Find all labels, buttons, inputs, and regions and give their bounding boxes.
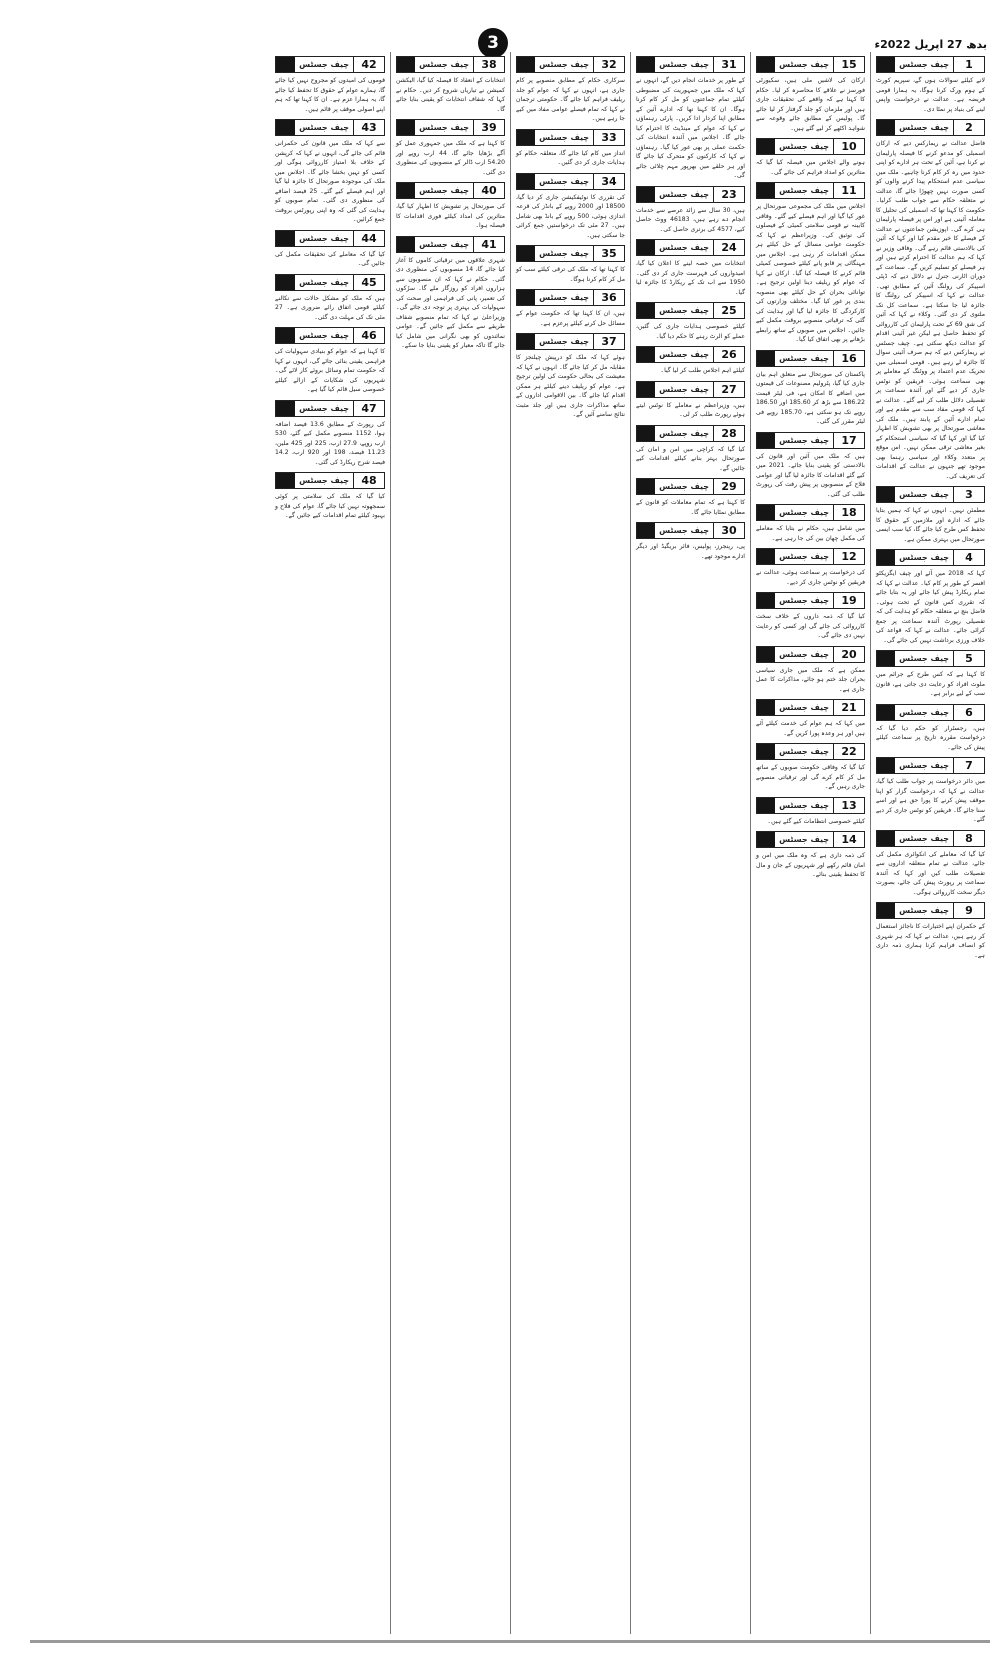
black-bar	[637, 187, 655, 202]
item-label: چیف جسٹس	[899, 833, 949, 843]
item-label: چیف جسٹس	[419, 123, 469, 132]
black-bar	[877, 57, 895, 72]
item-label: چیف جسٹس	[299, 123, 349, 132]
item-header	[756, 699, 865, 716]
item-label: چیف جسٹس	[659, 482, 709, 491]
item-text: کیا گیا کہ ملک کی سلامتی پر کوئی سمجھوتہ نہیں کیا جائے گا، عوام کی فلاح و بہبود کیلئے تمام اقدامات کیے جائیں گے۔	[275, 493, 385, 519]
item-header	[876, 704, 985, 721]
item-label: چیف جسٹس	[419, 239, 469, 249]
item-number: 42	[353, 57, 384, 72]
item-label: چیف جسٹس	[539, 132, 589, 142]
news-item	[275, 56, 385, 114]
item-label: چیف جسٹس	[899, 761, 949, 770]
item-label: چیف جسٹس	[659, 60, 709, 69]
item-number: 36	[593, 290, 624, 305]
item-label: چیف جسٹس	[299, 403, 349, 413]
item-number: 10	[833, 139, 864, 154]
page-header	[0, 0, 997, 53]
item-text: ہیں، وزیراعظم نے معاملے کا نوٹس لیتے ہوئے رپورٹ طلب کر لی۔	[636, 401, 745, 418]
black-bar	[397, 183, 415, 198]
black-bar	[877, 758, 895, 773]
news-item	[756, 743, 865, 792]
news-item	[756, 699, 865, 738]
item-number: 13	[833, 798, 864, 813]
item-text: کی درخواست پر سماعت ہوئی، عدالت نے فریقین کو نوٹس جاری کر دیے۔	[756, 569, 865, 586]
black-bar	[637, 479, 655, 494]
black-bar	[877, 487, 895, 502]
item-text: کا کہنا ہے کہ ملک میں جمہوری عمل کو آگے بڑھایا جائے گا، 44 ارب روپے اور 54.20 ارب ڈالر کے منصوبوں کی منظوری دی گئی۔	[396, 140, 505, 176]
item-header	[876, 830, 985, 847]
news-item	[396, 182, 505, 231]
item-text: ممکن ہے کہ ملک میں جاری سیاسی بحران جلد ختم ہو جائے، مذاکرات کا عمل جاری ہے۔	[756, 666, 865, 693]
item-number: 39	[473, 120, 504, 135]
item-label: چیف جسٹس	[899, 906, 949, 915]
item-number: 31	[713, 57, 744, 72]
item-text: کیا گیا کہ معاملے کی تحقیقات مکمل کی جائیں گی۔	[275, 250, 385, 267]
news-item	[275, 274, 385, 323]
item-text: ہیں، رجسٹرار کو حکم دیا گیا کہ درخواست مقررہ تاریخ پر سماعت کیلئے پیش کی جائے۔	[876, 724, 985, 751]
item-header	[876, 902, 985, 919]
item-header	[636, 478, 745, 495]
item-header	[876, 549, 985, 566]
item-number: 5	[953, 651, 984, 666]
item-header	[636, 346, 745, 363]
item-text: ہیں کہ ملک میں آئین اور قانون کی بالادستی کو یقینی بنایا جائے۔ 2021 میں کیے گئے اقدامات کا جائزہ لیا گیا اور عوامی فلاح کے منصوبوں پر پیش رفت کی رپورٹ طلب کی گئی۔	[756, 452, 865, 498]
item-text: کی تقرری کا نوٹیفکیشن جاری کر دیا گیا، 18500 اور 2000 روپے کے بانڈز کی قرعہ اندازی ہوئی، 500 روپے کے بانڈ بھی شامل ہیں۔ 27 مئی تک درخواستیں جمع کرائی جا سکتی ہیں۔	[516, 193, 626, 239]
item-text: کیا گیا کہ کراچی میں امن و امان کی صورتحال بہتر بنانے کیلئے اقدامات کیے جائیں گے۔	[636, 445, 745, 472]
item-text: پاکستان کی صورتحال سے متعلق اہم بیان جاری کیا گیا، پٹرولیم مصنوعات کی قیمتوں میں اضافے کا امکان ہے، فی لیٹر قیمت 186.22 سے بڑھ کر 185.60 اور 186.50 روپے تک ہو سکتی ہے، 185.70 روپے فی لیٹر مقرر کی گئی۔	[756, 370, 865, 425]
news-item	[876, 704, 985, 753]
item-header	[275, 230, 385, 247]
item-text: مطمئن نہیں۔ انہوں نے کہا کہ ہمیں بتایا جائے کہ ادارہ اور ملازمین کے حقوق کا تحفظ کس طرح کیا جائے گا، کیا سب ایسی صورتحال میں بہتری ممکن ہے۔	[876, 507, 985, 543]
item-label: چیف جسٹس	[659, 428, 709, 438]
item-text: کی رپورٹ کے مطابق 13.6 فیصد اضافہ ہوا، 1152 منصوبے مکمل کیے گئے، 530 ارب روپے، 27.9 ارب، 225 اور 425 ملین، 11.23 فیصد، 198 اور 920 ارب، 14.2 فیصد شرح ریکارڈ کی گئی۔	[275, 420, 386, 466]
item-text: ہیں کہ ملک کو مشکل حالات سے نکالنے کیلئے قومی اتفاق رائے ضروری ہے۔ 27 مئی تک کی مہلت دی گئی۔	[275, 294, 385, 321]
item-number: 17	[833, 433, 864, 448]
item-label: چیف جسٹس	[659, 384, 709, 394]
item-text: لانے کیلئے سوالات ہوں گے، سپریم کورٹ کے ہوم ورک کرنا ہوگا، یہ ہمارا قومی فریضہ ہے۔ عدالت نے درخواست واپس لینے کی بنیاد پر نمٹا دی۔	[876, 77, 985, 113]
news-item	[876, 549, 985, 645]
black-bar	[397, 57, 415, 72]
news-item	[636, 239, 745, 297]
news-item	[756, 182, 865, 345]
item-text: کیلئے خصوصی انتظامات کیے گئے ہیں۔	[767, 817, 865, 825]
item-header	[516, 245, 625, 262]
item-label: چیف جسٹس	[299, 277, 349, 287]
news-item	[756, 592, 865, 641]
item-number: 29	[713, 479, 744, 494]
item-header	[756, 182, 865, 199]
black-bar	[276, 231, 295, 246]
item-header	[275, 472, 385, 489]
page-number: 3	[478, 28, 508, 58]
news-item	[275, 327, 385, 395]
black-bar	[276, 328, 295, 343]
black-bar	[276, 120, 295, 135]
black-bar	[517, 290, 535, 305]
black-bar	[757, 57, 775, 72]
item-text: ہوئے کہا کہ ملک کو درپیش چیلنجز کا مقابلہ مل کر کیا جائے گا۔ انہوں نے کہا کہ معیشت کی بحالی حکومت کی اولین ترجیح ہے۔ عوام کو ریلیف دینے کیلئے ہر ممکن اقدام کیا جائے گا۔ بین الاقوامی اداروں کے ساتھ مذاکرات جاری ہیں اور جلد مثبت نتائج سامنے آئیں گے۔	[516, 354, 625, 418]
news-item	[756, 56, 865, 133]
item-header	[756, 504, 865, 521]
item-header	[516, 333, 625, 350]
item-number: 20	[833, 647, 864, 662]
item-text: کا کہنا ہے کہ کس طرح کے جرائم میں ملوث افراد کو رعایت دی جاتی ہے، قانون سب کے لیے برابر ہے۔	[876, 671, 985, 697]
item-label: چیف جسٹس	[299, 331, 349, 340]
item-number: 9	[953, 903, 984, 918]
item-text: کہا کہ 2018 میں آئے اور چیف ایگزیکٹو افسر کے طور پر کام کیا۔ عدالت نے کہا کہ تمام ریکارڈ پیش کیا جائے اور یہ بتایا جائے کہ تقرری کس قانون کے تحت ہوئی۔ فاضل بنچ نے متعلقہ حکام کو ہدایت کی کہ تفصیلی رپورٹ آئندہ سماعت پر جمع کرائی جائے۔ عدالت نے کہا کہ قواعد کی خلاف ورزی برداشت نہیں کی جائے گی۔	[876, 570, 985, 644]
item-text: کی ذمہ داری ہے کہ وہ ملک میں امن و امان قائم رکھے اور شہریوں کے جان و مال کا تحفظ یقینی بنائے۔	[756, 852, 865, 878]
news-item	[516, 173, 625, 241]
news-item	[275, 400, 385, 468]
black-bar	[757, 700, 775, 715]
item-header	[516, 129, 625, 146]
news-column	[270, 52, 390, 1634]
item-header	[275, 327, 385, 344]
item-number: 45	[353, 275, 384, 290]
item-label: چیف جسٹس	[899, 707, 949, 717]
item-header	[876, 486, 985, 503]
item-header	[756, 548, 865, 565]
item-label: چیف جسٹس	[299, 60, 349, 69]
item-label: چیف جسٹس	[659, 306, 709, 315]
item-label: چیف جسٹس	[539, 337, 589, 346]
item-number: 37	[593, 334, 624, 349]
black-bar	[757, 433, 775, 448]
item-text: سرکاری حکام کے مطابق منصوبے پر کام جاری ہے، انہوں نے کہا کہ عوام کو جلد ریلیف فراہم کیا جائے گا۔ حکومتی ترجمان نے کہا کہ تمام فیصلے عوامی مفاد میں کیے جا رہے ہیں۔	[516, 77, 625, 122]
item-number: 44	[353, 231, 384, 246]
item-header	[756, 797, 865, 814]
item-number: 35	[593, 246, 624, 261]
item-number: 41	[473, 237, 504, 252]
black-bar	[517, 57, 535, 72]
news-item	[756, 797, 865, 827]
item-header	[876, 56, 985, 73]
item-number: 14	[833, 832, 864, 847]
item-label: چیف جسٹس	[899, 490, 949, 499]
news-item	[636, 186, 745, 235]
item-label: چیف جسٹس	[899, 654, 949, 663]
item-header	[756, 592, 865, 609]
item-text: ارکان کی لاشیں ملی ہیں، سکیورٹی فورسز نے علاقے کا محاصرہ کر لیا۔ حکام کا کہنا ہے کہ واقعے کی تحقیقات جاری ہیں اور ملزمان کو جلد گرفتار کر لیا جائے گا۔ پولیس کے مطابق جائے وقوعہ سے شواہد اکٹھے کر لیے گئے ہیں۔	[756, 77, 865, 132]
black-bar	[757, 744, 775, 759]
item-label: چیف جسٹس	[779, 703, 829, 712]
black-bar	[637, 523, 655, 538]
black-bar	[637, 426, 655, 441]
news-item	[636, 56, 745, 181]
item-header	[756, 56, 865, 73]
item-label: چیف جسٹس	[779, 596, 829, 605]
black-bar	[877, 120, 895, 135]
item-number: 47	[353, 401, 384, 416]
black-bar	[757, 647, 775, 662]
news-item	[636, 522, 745, 561]
black-bar	[276, 275, 295, 290]
item-number: 12	[833, 549, 864, 564]
item-number: 30	[713, 523, 744, 538]
item-number: 2	[953, 120, 984, 135]
item-header	[636, 522, 745, 539]
news-item	[275, 472, 385, 521]
item-text: شہری علاقوں میں ترقیاتی کاموں کا آغاز کیا جائے گا، 14 منصوبوں کی منظوری دی گئی۔ حکام نے کہا کہ ان منصوبوں سے ہزاروں افراد کو روزگار ملے گا۔ سڑکوں کی تعمیر، پانی کی فراہمی اور صحت کی سہولیات کی بہتری پر توجہ دی جائے گی۔ وزیراعلیٰ نے کہا کہ تمام منصوبے شفاف طریقے سے مکمل کیے جائیں گے۔ عوامی نمائندوں کو بھی نگرانی میں شامل کیا جائے گا تاکہ معیار کو یقینی بنایا جا سکے۔	[396, 256, 505, 349]
news-item	[756, 548, 865, 587]
black-bar	[397, 120, 415, 135]
black-bar	[757, 351, 775, 366]
black-bar	[877, 705, 895, 720]
item-number: 32	[593, 57, 624, 72]
item-text: انتخابات کے انعقاد کا فیصلہ کیا گیا، الیکشن کمیشن نے تیاریاں شروع کر دیں۔ حکام نے کہا کہ شفاف انتخابات کو یقینی بنایا جائے گا۔	[396, 77, 505, 113]
news-item	[275, 230, 385, 269]
item-label: چیف جسٹس	[539, 249, 589, 258]
news-item	[756, 646, 865, 695]
item-label: چیف جسٹس	[899, 60, 949, 69]
item-number: 6	[953, 705, 984, 720]
item-header	[756, 432, 865, 449]
news-item	[876, 650, 985, 699]
item-label: چیف جسٹس	[539, 176, 589, 186]
item-label: چیف جسٹس	[659, 350, 709, 359]
item-header	[396, 182, 505, 199]
item-header	[636, 239, 745, 256]
news-item	[396, 56, 505, 114]
item-number: 43	[353, 120, 384, 135]
item-label: چیف جسٹس	[779, 552, 829, 561]
news-item	[396, 236, 505, 351]
item-label: چیف جسٹس	[779, 508, 829, 517]
item-number: 7	[953, 758, 984, 773]
item-header	[275, 56, 385, 73]
news-item	[756, 350, 865, 427]
news-item	[876, 486, 985, 544]
news-item	[756, 432, 865, 500]
news-item	[876, 757, 985, 825]
item-number: 26	[713, 347, 744, 362]
item-label: چیف جسٹس	[899, 123, 949, 132]
news-item	[636, 302, 745, 341]
item-header	[636, 56, 745, 73]
item-label: چیف جسٹس	[419, 60, 469, 69]
item-header	[636, 302, 745, 319]
news-item	[876, 902, 985, 960]
news-item	[636, 381, 745, 420]
item-header	[516, 56, 625, 73]
black-bar	[757, 798, 775, 813]
item-text: میں شامل ہیں، حکام نے بتایا کہ معاملے کی مکمل چھان بین کی جا رہی ہے۔	[756, 525, 865, 542]
item-label: چیف جسٹس	[779, 353, 829, 363]
item-number: 40	[473, 183, 504, 198]
item-text: کا کہنا تھا کہ ملک کی ترقی کیلئے سب کو مل کر کام کرنا ہوگا۔	[516, 266, 625, 283]
news-column	[390, 52, 510, 1634]
issue-date: بدھ 27 اپریل 2022ء	[874, 38, 987, 51]
item-number: 22	[833, 744, 864, 759]
item-number: 11	[833, 183, 864, 198]
item-header	[396, 236, 505, 253]
item-number: 1	[953, 57, 984, 72]
item-text: ہیں، ان کا کہنا تھا کہ حکومت عوام کے مسائل حل کرنے کیلئے پرعزم ہے۔	[516, 310, 625, 327]
item-label: چیف جسٹس	[299, 233, 349, 243]
item-text: ہونے والے اجلاس میں فیصلہ کیا گیا کہ متاثرین کو امداد فراہم کی جائے گی۔	[756, 159, 865, 176]
news-item	[636, 425, 745, 474]
item-number: 48	[353, 473, 384, 488]
item-label: چیف جسٹس	[779, 60, 829, 69]
footer-rule	[30, 1640, 990, 1643]
item-text: اجلاس میں ملک کی مجموعی صورتحال پر غور کیا گیا اور اہم فیصلے کیے گئے۔ وفاقی کابینہ نے قومی سلامتی کمیٹی کے فیصلوں کی توثیق کی۔ وزیراعظم نے کہا کہ حکومت عوامی مسائل کے حل کیلئے ہر ممکن اقدامات کر رہی ہے۔ اجلاس میں مہنگائی پر قابو پانے کیلئے خصوصی کمیٹی قائم کرنے کا فیصلہ کیا گیا۔ ارکان نے کہا کہ عوام کو ریلیف دینا اولین ترجیح ہے۔ توانائی بحران کے حل کیلئے بھی منصوبہ بندی پر غور کیا گیا۔ مختلف وزارتوں کی کارکردگی کا جائزہ لیا گیا اور ہدایت کی گئی کہ ترقیاتی منصوبے بروقت مکمل کیے جائیں۔ اجلاس میں صوبوں کے ساتھ رابطے بڑھانے پر بھی اتفاق کیا گیا۔	[756, 203, 865, 343]
item-text: قوموں کی امیدوں کو مجروح نہیں کیا جائے گا، ہمارے عوام کے حقوق کا تحفظ کیا جائے گا، یہ ہمارا عزم ہے۔ ان کا کہنا تھا کہ ہم اپنے اصولی موقف پر قائم ہیں۔	[275, 77, 385, 113]
item-header	[876, 650, 985, 667]
black-bar	[877, 550, 895, 565]
item-number: 38	[473, 57, 504, 72]
item-label: چیف جسٹس	[659, 189, 709, 199]
black-bar	[757, 549, 775, 564]
item-number: 28	[713, 426, 744, 441]
black-bar	[877, 903, 895, 918]
black-bar	[517, 246, 535, 261]
item-number: 3	[953, 487, 984, 502]
black-bar	[276, 57, 295, 72]
item-number: 33	[593, 130, 624, 145]
news-item	[516, 333, 625, 420]
item-header	[876, 757, 985, 774]
news-item	[516, 129, 625, 168]
item-number: 27	[713, 382, 744, 397]
item-text: فاضل عدالت نے ریمارکس دیے کہ ارکان اسمبلی کو مدعو کرنے کا فیصلہ پارلیمان نے کرنا ہے، آئین کے تحت ہر ادارے کو اپنی حدود میں رہ کر کام کرنا چاہیے۔ ملک میں سیاسی عدم استحکام پیدا کرنے والوں کو کسی صورت نہیں چھوڑا جائے گا، عدالت نے متعلقہ حکام سے جواب طلب کرلیا۔ حکومت کا کہنا تھا کہ اسمبلی کی تحلیل کا معاملہ آئینی ہے اور اس پر فیصلہ پارلیمان ہی کرے گی۔ اپوزیشن جماعتوں نے عدالت کے فیصلے کا خیر مقدم کیا اور کہا کہ آئین کی بالادستی قائم رہے گی۔ وفاقی وزیر نے کہا کہ ہم عدالت کا احترام کرتے ہیں اور ہر فیصلے کو تسلیم کریں گے۔ سماعت کے دوران اٹارنی جنرل نے دلائل دیے کہ ڈپٹی اسپیکر کی رولنگ آئین کے مطابق تھی۔ عدالت نے کہا کہ اسپیکر کی رولنگ کا جائزہ لیا جا سکتا ہے۔ سماعت کل تک ملتوی کر دی گئی۔ وکلاء نے کہا کہ آئین کی شق 69 کے تحت پارلیمان کی کارروائی کو تحفظ حاصل ہے لیکن غیر آئینی اقدام کو عدالت دیکھ سکتی ہے۔ چیف جسٹس نے ریمارکس دیے کہ ہم صرف آئینی سوال کا جائزہ لے رہے ہیں۔ قومی اسمبلی میں تحریک عدم اعتماد پر ووٹنگ کے معاملے پر بھی سماعت ہوئی۔ فریقین کو نوٹس جاری کر دیے گئے اور آئندہ سماعت پر تفصیلی دلائل طلب کر لیے گئے۔ عدالت نے کہا کہ قومی مفاد سب سے مقدم ہے اور تمام ادارے آئین کے پابند ہیں۔ ملک کی معاشی صورتحال پر بھی تشویش کا اظہار کیا گیا اور کہا گیا کہ سیاسی استحکام کے بغیر معاشی ترقی ممکن نہیں۔ اس موقع پر متعدد وکلاء اور سیاسی رہنما بھی موجود تھے جنہوں نے عدالت کے اقدامات کی تعریف کی۔	[876, 140, 985, 480]
item-number: 23	[713, 187, 744, 202]
item-text: پی، رینجرز، پولیس، فائر بریگیڈ اور دیگر ادارے موجود تھے۔	[636, 543, 745, 560]
news-item	[756, 504, 865, 543]
black-bar	[276, 401, 295, 416]
news-item	[396, 119, 505, 177]
news-item	[516, 289, 625, 328]
news-item	[516, 56, 625, 124]
news-item	[876, 119, 985, 481]
item-text: ہیں، 30 سال سے زائد عرصے سے خدمات انجام دے رہے ہیں، 46183 ووٹ حاصل کیے، 4577 کی برتری حاصل کی۔	[636, 206, 745, 233]
item-header	[516, 289, 625, 306]
black-bar	[637, 382, 655, 397]
item-header	[275, 274, 385, 291]
item-header	[275, 400, 385, 417]
item-number: 18	[833, 505, 864, 520]
news-column	[630, 52, 750, 1634]
item-text: انتخابات میں حصہ لینے کا اعلان کیا گیا، امیدواروں کی فہرست جاری کر دی گئی۔ 1950 سے اب تک کے ریکارڈ کا جائزہ لیا گیا۔	[636, 260, 745, 296]
item-text: کی صورتحال پر تشویش کا اظہار کیا گیا، متاثرین کی امداد کیلئے فوری اقدامات کا فیصلہ ہوا۔	[396, 203, 505, 229]
news-column	[870, 52, 990, 1634]
item-text: کیلئے اہم اجلاس طلب کر لیا گیا۔	[660, 367, 745, 374]
black-bar	[276, 473, 295, 488]
item-label: چیف جسٹس	[779, 747, 829, 756]
black-bar	[877, 651, 895, 666]
item-number: 19	[833, 593, 864, 608]
item-label: چیف جسٹس	[539, 293, 589, 302]
item-text: سے کہا کہ ملک میں قانون کی حکمرانی قائم کی جائے گی، انہوں نے کہا کہ کرپشن کے خلاف بلا امتیاز کارروائی ہوگی اور کسی کو نہیں بخشا جائے گا۔ اجلاس میں ملک کی موجودہ صورتحال کا جائزہ لیا گیا اور اہم فیصلے کیے گئے۔ 25 فیصد اضافے کی منظوری دی گئی۔ تمام صوبوں کو ہدایت کی گئی کہ وہ اپنی رپورٹس بروقت جمع کرائیں۔	[275, 140, 385, 223]
item-number: 4	[953, 550, 984, 565]
black-bar	[517, 130, 535, 145]
item-number: 8	[953, 831, 984, 846]
item-header	[516, 173, 625, 190]
news-item	[876, 830, 985, 898]
news-column	[510, 52, 630, 1634]
item-label: چیف جسٹس	[779, 186, 829, 195]
black-bar	[757, 139, 775, 154]
black-bar	[517, 174, 535, 189]
black-bar	[637, 57, 655, 72]
black-bar	[637, 240, 655, 255]
black-bar	[757, 593, 775, 608]
item-header	[756, 646, 865, 663]
item-text: انداز میں کام کیا جائے گا، متعلقہ حکام کو ہدایات جاری کر دی گئیں۔	[516, 149, 625, 166]
black-bar	[877, 831, 895, 846]
news-column	[750, 52, 870, 1634]
item-header	[636, 381, 745, 398]
item-text: کیا گیا کہ وفاقی حکومت صوبوں کے ساتھ مل کر کام کرے گی اور ترقیاتی منصوبے جاری رہیں گے۔	[756, 764, 865, 790]
news-item	[756, 138, 865, 177]
item-text: کا کہنا ہے کہ تمام معاملات کو قانون کے مطابق نمٹایا جائے گا۔	[636, 499, 745, 516]
news-item	[636, 478, 745, 517]
item-text: کا کہنا ہے کہ عوام کو بنیادی سہولیات کی فراہمی یقینی بنائی جائے گی، انہوں نے کہا کہ حکومت تمام وسائل بروئے کار لائے گی۔ شہریوں کی شکایات کے ازالے کیلئے خصوصی سیل قائم کیا گیا ہے۔	[275, 348, 385, 393]
item-header	[756, 350, 865, 367]
item-text: میں دائر درخواست پر جواب طلب کیا گیا، عدالت نے کہا کہ درخواست گزار کو اپنا موقف پیش کرنے کا پورا حق ہے اور اسے سنا جائے گا۔ فریقین کو نوٹس جاری کر دیے گئے۔	[876, 778, 985, 823]
black-bar	[757, 183, 775, 198]
item-label: چیف جسٹس	[779, 800, 829, 810]
item-number: 15	[833, 57, 864, 72]
item-label: چیف جسٹس	[659, 526, 709, 535]
item-header	[396, 119, 505, 136]
item-text: کے طور پر خدمات انجام دیں گے، انہوں نے کہا کہ ملک میں جمہوریت کی مضبوطی کیلئے تمام جماعتوں کو مل کر کام کرنا ہوگا۔ ان کا کہنا تھا کہ ادارے آئین کے مطابق اپنا کردار ادا کریں۔ پارٹی رہنماؤں نے کہا کہ عوام کے مینڈیٹ کا احترام کیا جائے گا۔ اجلاس میں آئندہ انتخابات کی حکمت عملی پر بھی غور کیا گیا۔ رہنماؤں نے کہا کہ کارکنوں کو متحرک کیا جائے گا اور ہر حلقے میں بھرپور مہم چلائی جائے گی۔	[636, 77, 745, 179]
item-label: چیف جسٹس	[779, 435, 829, 445]
item-header	[756, 831, 865, 848]
news-item	[876, 56, 985, 114]
item-number: 24	[713, 240, 744, 255]
item-label: چیف جسٹس	[659, 243, 709, 252]
item-text: کے حکمران اپنے اختیارات کا ناجائز استعمال کر رہے ہیں، عدالت نے کہا کہ ہر شہری کو انصاف فراہم کرنا ہماری ذمہ داری ہے۔	[876, 923, 985, 959]
item-label: چیف جسٹس	[779, 649, 829, 659]
black-bar	[757, 832, 775, 847]
item-number: 25	[713, 303, 744, 318]
item-header	[636, 186, 745, 203]
item-label: چیف جسٹس	[779, 835, 829, 844]
news-item	[275, 119, 385, 225]
news-item	[516, 245, 625, 284]
item-label: چیف جسٹس	[419, 186, 469, 195]
item-text: میں کہا کہ ہم عوام کی خدمت کیلئے آئے ہیں اور ہر وعدہ پورا کریں گے۔	[756, 720, 865, 737]
item-label: چیف جسٹس	[539, 60, 589, 69]
item-label: چیف جسٹس	[299, 476, 349, 485]
item-label: چیف جسٹس	[779, 142, 829, 151]
news-columns	[30, 52, 990, 1634]
item-number: 46	[353, 328, 384, 343]
black-bar	[397, 237, 415, 252]
item-header	[275, 119, 385, 136]
item-header	[756, 138, 865, 155]
item-text: کیا گیا کہ ذمہ داروں کے خلاف سخت کارروائی کی جائے گی اور کسی کو رعایت نہیں دی جائے گی۔	[756, 613, 865, 639]
black-bar	[637, 347, 655, 362]
black-bar	[517, 334, 535, 349]
item-header	[756, 743, 865, 760]
news-item	[756, 831, 865, 880]
item-label: چیف جسٹس	[899, 553, 949, 562]
item-header	[396, 56, 505, 73]
item-text: کیا گیا کہ معاملے کی انکوائری مکمل کی جائے، عدالت نے تمام متعلقہ اداروں سے تفصیلات طلب کیں اور کہا کہ آئندہ سماعت پر رپورٹ پیش کی جائے، بصورت دیگر سخت کارروائی ہوگی۔	[876, 850, 985, 896]
item-header	[876, 119, 985, 136]
black-bar	[757, 505, 775, 520]
item-number: 16	[833, 351, 864, 366]
item-number: 21	[833, 700, 864, 715]
black-bar	[637, 303, 655, 318]
item-number: 34	[593, 174, 624, 189]
news-item	[636, 346, 745, 376]
item-header	[636, 425, 745, 442]
item-text: کیلئے خصوصی ہدایات جاری کی گئیں، عملے کو الرٹ رہنے کا حکم دیا گیا۔	[636, 323, 745, 340]
